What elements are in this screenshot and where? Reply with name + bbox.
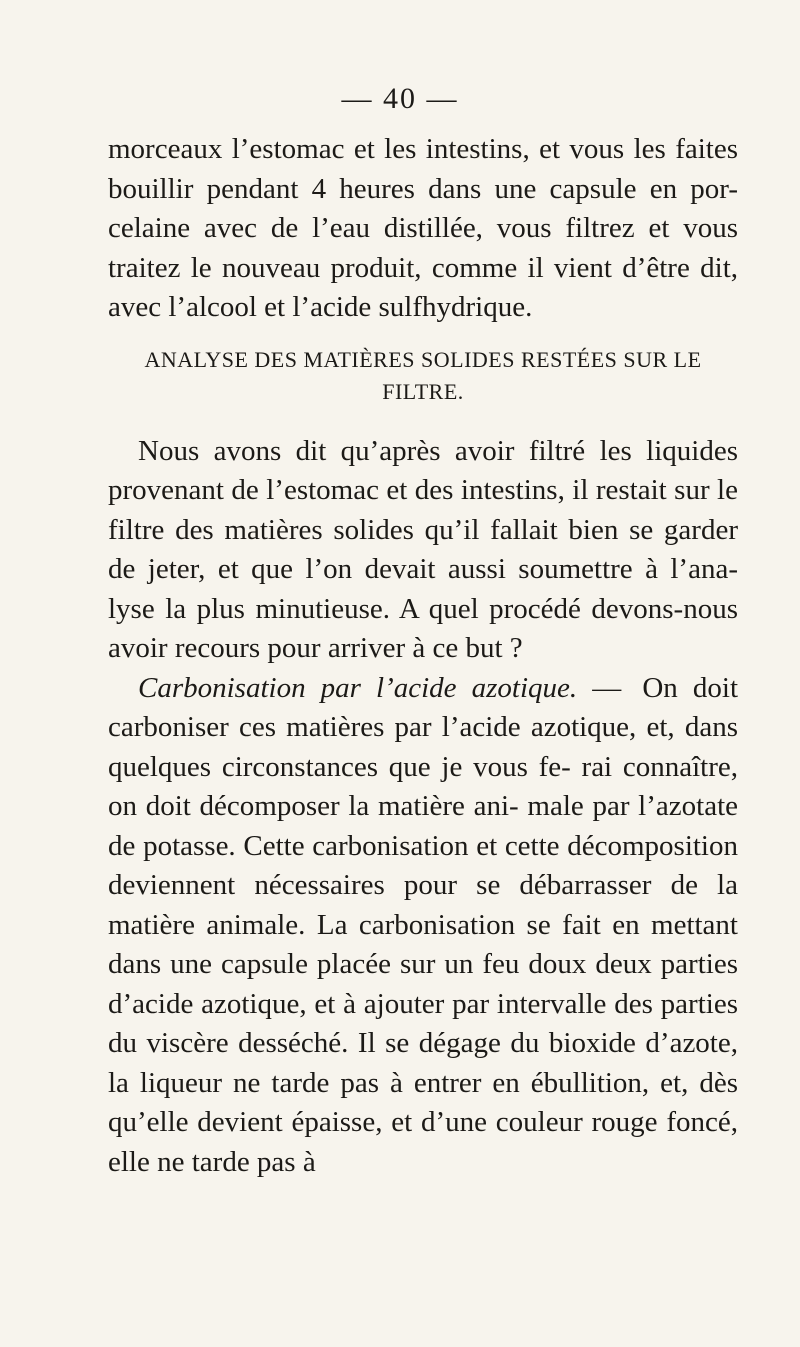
title-dash: — <box>592 671 622 704</box>
page-number: — 40 — <box>341 82 459 115</box>
page-content <box>108 130 738 1182</box>
section-heading: ANALYSE DES MATIÈRES SOLIDES RESTÉES SUR LE FILTRE. <box>144 346 702 404</box>
paragraph-body: On doit carboniser ces matières par l’acide azotique, et, dans quelques circonstances que je vous fe- rai connaître, on doit décomposer la matière ani- male par l’azotate de potasse. Cette carbonisation et cette décomposition deviennent nécessaires pour se débarrasser de la matière animale. La carbonisation se fait en mettant dans une capsule placée sur un feu doux deux parties d’acide azotique, et à ajouter par intervalle des parties du viscère desséché. Il se dégage du bioxide d’azote, la liqueur ne tarde pas à entrer en ébullition, et, dès qu’elle devient épaisse, et d’une couleur rouge foncé, elle ne tarde pas à <box>108 671 739 1178</box>
paragraph-analysis: Nous avons dit qu’après avoir filtré les liquides provenant de l’estomac et des intestins, il restait sur le filtre des matières solides qu’il fallait bien se garder de jeter, et que l’on devait aussi soumettre à l’ana- lyse la plus minutieuse. A quel procédé devons-nous avoir recours pour arriver à ce but ? <box>108 434 738 664</box>
subsection-title: Carbonisation par l’acide azotique. <box>138 671 578 704</box>
paragraph-continuation: morceaux l’estomac et les intestins, et vous les faites bouillir pendant 4 heures dans une capsule en por- celaine avec de l’eau distillée, vous filtrez et vous traitez le nouveau produit, comme il vient d’être dit, avec l’alcool et l’acide sulfhydrique. <box>108 133 738 323</box>
paragraph-carbonisation <box>108 669 738 1183</box>
